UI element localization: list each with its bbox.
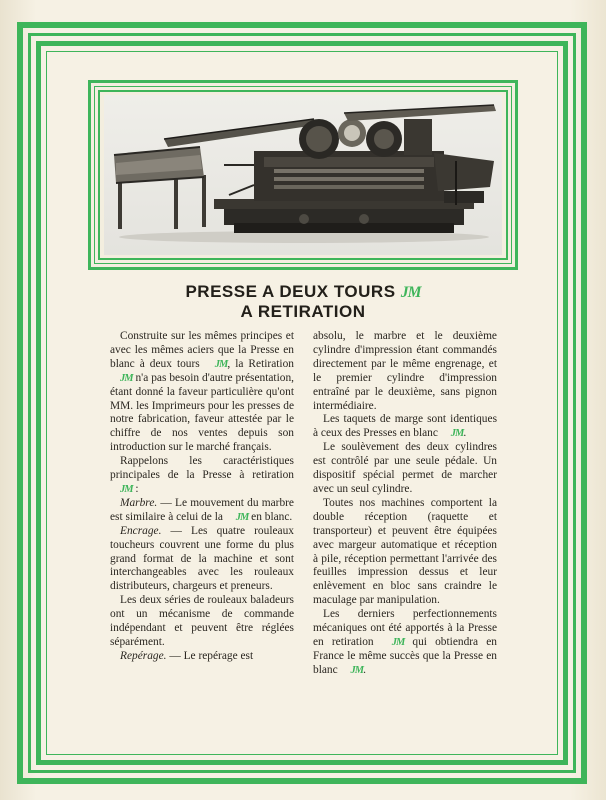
paragraph — [313, 413, 497, 441]
paragraph — [110, 594, 294, 650]
section-label: Repérage. — [120, 649, 167, 662]
text-run: Le soulèvement des deux cylindres est contrôlé par une seule pédale. Un dispositif spécial permet de marcher avec un seul cylindre. — [313, 441, 497, 495]
text-run: Les taquets de marge sont identiques à ceux des Presses en blanc — [313, 413, 497, 440]
text-run: : — [132, 482, 139, 495]
text-run: . — [463, 427, 467, 440]
paragraph — [110, 497, 294, 525]
paragraph — [313, 608, 497, 678]
section-label: Marbre. — [120, 496, 158, 509]
paragraph — [110, 455, 294, 497]
page-title-line-2: A RETIRATION — [240, 302, 366, 321]
paragraph — [110, 650, 294, 664]
text-column-right — [313, 330, 497, 678]
photo-frame — [88, 80, 518, 270]
paragraph — [313, 441, 497, 497]
jm-logo-mark: JM — [391, 636, 405, 648]
paragraph — [313, 330, 497, 413]
jm-logo-mark: JM — [235, 511, 249, 523]
text-run: Les deux séries de rouleaux baladeurs ont un mécanisme de commande indépendant et peuvent être réglées séparément. — [110, 594, 294, 648]
printing-press-photo — [104, 95, 502, 255]
jm-logo-mark: JM — [120, 372, 133, 384]
paragraph — [110, 525, 294, 595]
section-label: Encrage. — [120, 524, 162, 537]
paragraph — [313, 497, 497, 608]
text-run: — Les quatre rouleaux toucheurs couvrent une forme du plus grand format de la machine et sont interchangeables avec les rouleaux distributeurs, chargeurs et preneurs. — [110, 524, 294, 593]
page-title-line-1: PRESSE A DEUX TOURS JM — [185, 282, 421, 301]
text-run: — Le mouvement du marbre est similaire à celui de la — [110, 496, 294, 523]
jm-logo-mark: JM — [120, 483, 133, 495]
jm-logo-mark: JM — [400, 284, 421, 301]
jm-logo-mark: JM — [214, 358, 228, 370]
text-run: . — [363, 663, 366, 676]
text-run: Les derniers perfectionnements mécaniques ont été apportés à la Presse en retiration — [313, 608, 497, 648]
paragraph — [110, 330, 294, 455]
text-run: en blanc. — [248, 510, 293, 523]
text-run: absolu, le marbre et le deuxième cylindre d'impression étant commandés directement par le même engrenage, et le premier cylindre d'impression entraîné par le deuxième, sans pignon intermédiaire. — [313, 330, 497, 412]
text-run: Toutes nos machines comportent la double réception (raquette et transporteur) et peuvent être équipées avec margeur automatique et réception à pile, réception permettant l'arrivée des feuilles impression dessus et leur enlèvement en bloc sans craindre le maculage par manipulation. — [313, 496, 497, 607]
text-run: — Le repérage est — [166, 649, 254, 662]
text-run: Rappelons les caractéristiques principales de la Presse à retiration — [110, 455, 294, 482]
text-run: qui obtiendra en France le même succès que la Presse en blanc — [313, 635, 497, 676]
jm-logo-mark: JM — [350, 664, 364, 676]
jm-logo-mark: JM — [450, 428, 464, 440]
text-run: , la Retiration — [227, 357, 294, 370]
text-run: n'a pas besoin d'autre présentation, étant donné la faveur particulière qu'ont MM. les Imprimeurs pour les presses de notre fabrication, faveur attestée par le chiffre de nos ventes depuis son introduction sur le marché français. — [110, 371, 294, 454]
text-run: Construite sur les mêmes principes et avec les mêmes aciers que la Presse en blanc à deux tours — [110, 330, 294, 370]
text-column-left — [110, 330, 294, 664]
printing-press-illustration — [104, 95, 502, 255]
